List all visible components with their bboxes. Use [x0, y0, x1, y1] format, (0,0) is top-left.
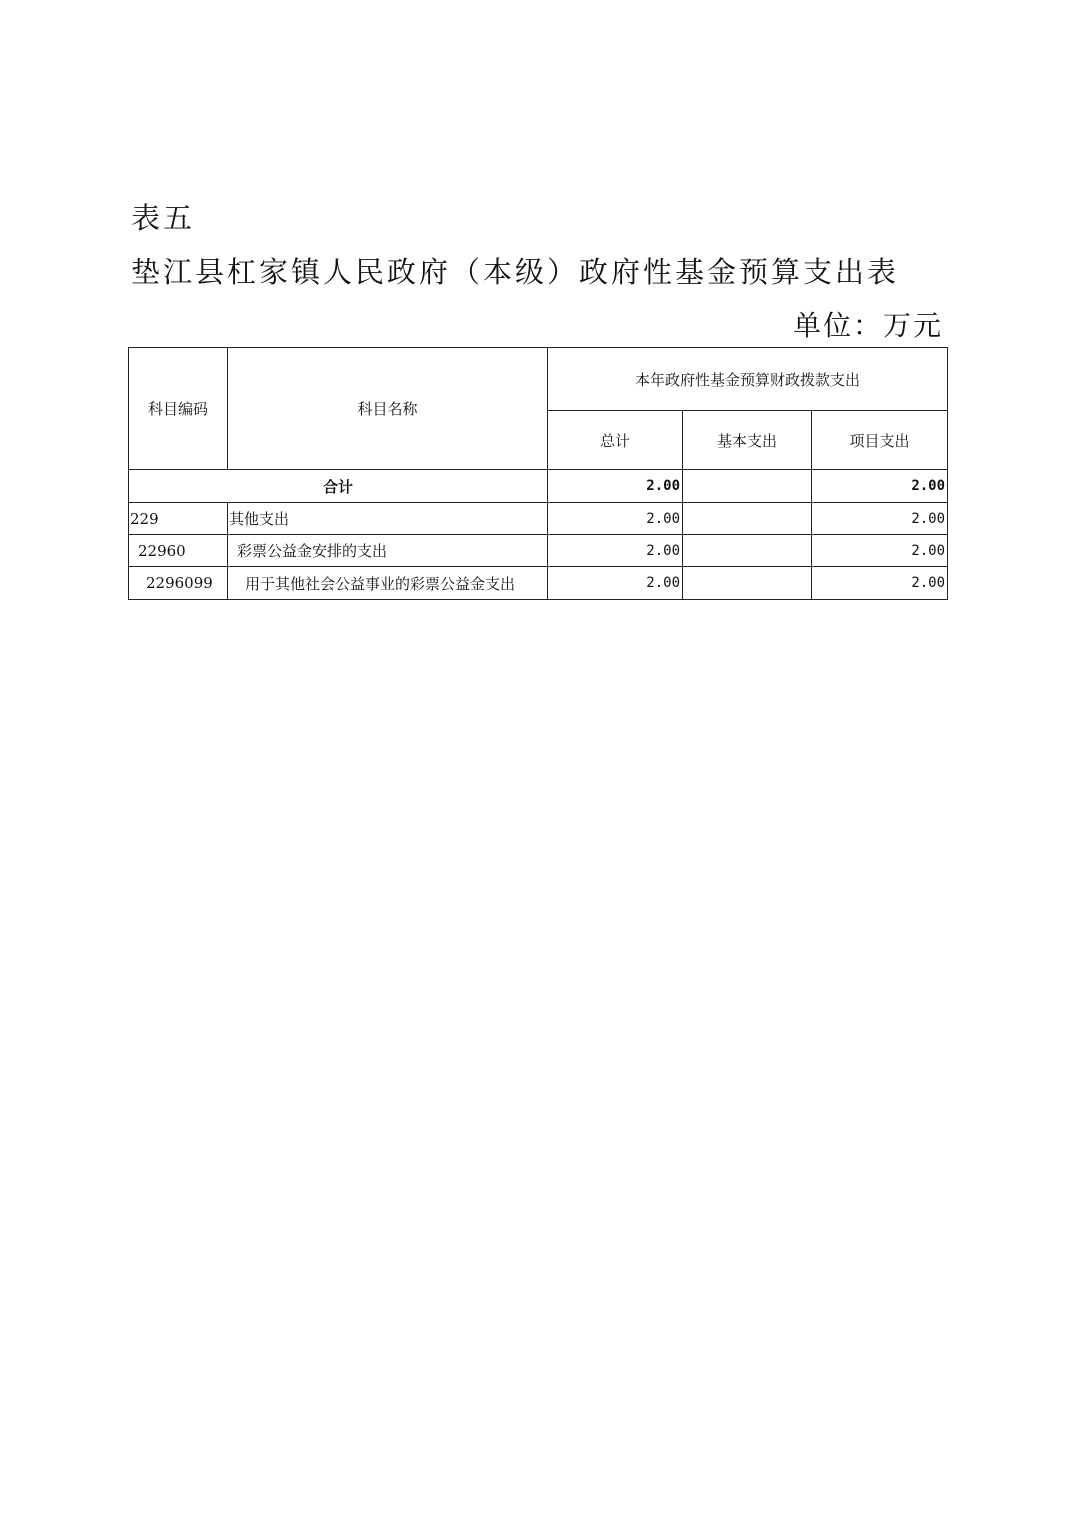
- header-row: [129, 348, 948, 411]
- table-label: 表五: [131, 201, 196, 235]
- row-name: 用于其他社会公益事业的彩票公益金支出: [228, 567, 548, 600]
- header-group: 本年政府性基金预算财政拨款支出: [548, 348, 948, 411]
- total-total: 2.00: [548, 470, 683, 503]
- row-total: 2.00: [548, 535, 683, 567]
- header-basic: 基本支出: [683, 411, 812, 470]
- header-total: 总计: [548, 411, 683, 470]
- row-basic: [683, 567, 812, 600]
- total-row: [129, 470, 948, 503]
- row-basic: [683, 503, 812, 535]
- row-total: 2.00: [548, 503, 683, 535]
- row-basic: [683, 535, 812, 567]
- row-project: 2.00: [812, 567, 948, 600]
- budget-table: [128, 347, 948, 600]
- total-label: 合计: [129, 470, 548, 503]
- header-code: 科目编码: [129, 348, 228, 470]
- unit-label: 单位：万元: [792, 309, 943, 342]
- row-project: 2.00: [812, 535, 948, 567]
- header-name: 科目名称: [228, 348, 548, 470]
- table-row: [129, 535, 948, 567]
- row-project: 2.00: [812, 503, 948, 535]
- total-project: 2.00: [812, 470, 948, 503]
- row-total: 2.00: [548, 567, 683, 600]
- row-name: 彩票公益金安排的支出: [228, 535, 548, 567]
- page-title: 垫江县杠家镇人民政府（本级）政府性基金预算支出表: [131, 255, 900, 289]
- header-project: 项目支出: [812, 411, 948, 470]
- row-code: 229: [129, 503, 228, 535]
- row-name: 其他支出: [228, 503, 548, 535]
- total-basic: [683, 470, 812, 503]
- row-code: 2296099: [129, 567, 228, 600]
- row-code: 22960: [129, 535, 228, 567]
- table-row: [129, 567, 948, 600]
- table-row: [129, 503, 948, 535]
